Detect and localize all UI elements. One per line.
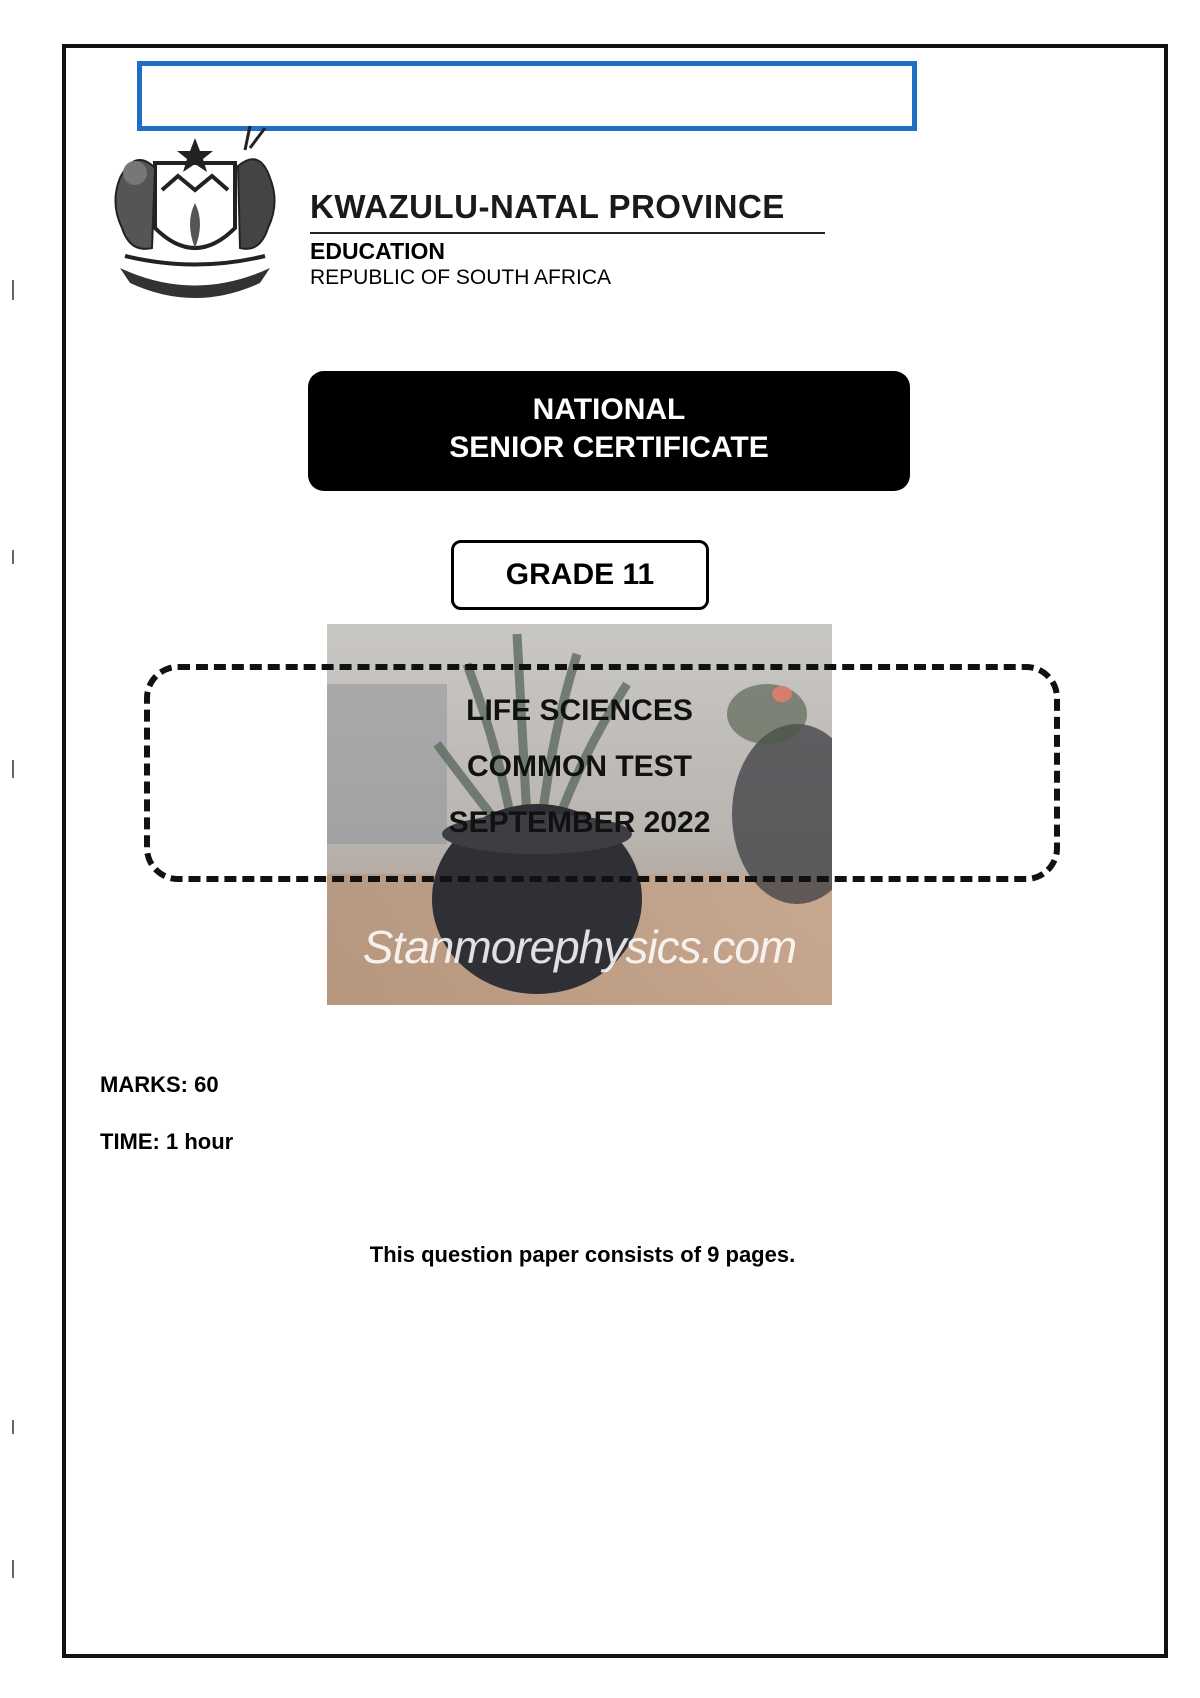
- certificate-line-1: NATIONAL: [532, 393, 686, 426]
- marks-label: MARKS: 60: [100, 1072, 219, 1097]
- scan-mark: [12, 1420, 14, 1434]
- watermark-text: Stanmorephysics.com: [362, 921, 797, 973]
- province-name: KWAZULU-NATAL PROVINCE: [310, 188, 785, 225]
- scan-mark: [12, 280, 14, 300]
- grade-label: GRADE 11: [451, 540, 709, 610]
- scan-mark: [12, 1560, 14, 1578]
- certificate-line-2: SENIOR CERTIFICATE: [449, 431, 769, 464]
- subject-name: LIFE SCIENCES: [466, 694, 693, 727]
- certificate-banner: [308, 371, 910, 491]
- scan-mark: [12, 760, 14, 778]
- country-name: REPUBLIC OF SOUTH AFRICA: [310, 266, 612, 289]
- province-divider: [310, 232, 825, 234]
- test-type: COMMON TEST: [467, 750, 692, 783]
- department-name: EDUCATION: [310, 238, 446, 264]
- scan-mark: [12, 550, 14, 564]
- coat-of-arms-icon: [100, 118, 290, 308]
- time-label: TIME: 1 hour: [100, 1129, 234, 1154]
- test-date: SEPTEMBER 2022: [448, 806, 711, 839]
- page-count-note: This question paper consists of 9 pages.: [369, 1242, 796, 1267]
